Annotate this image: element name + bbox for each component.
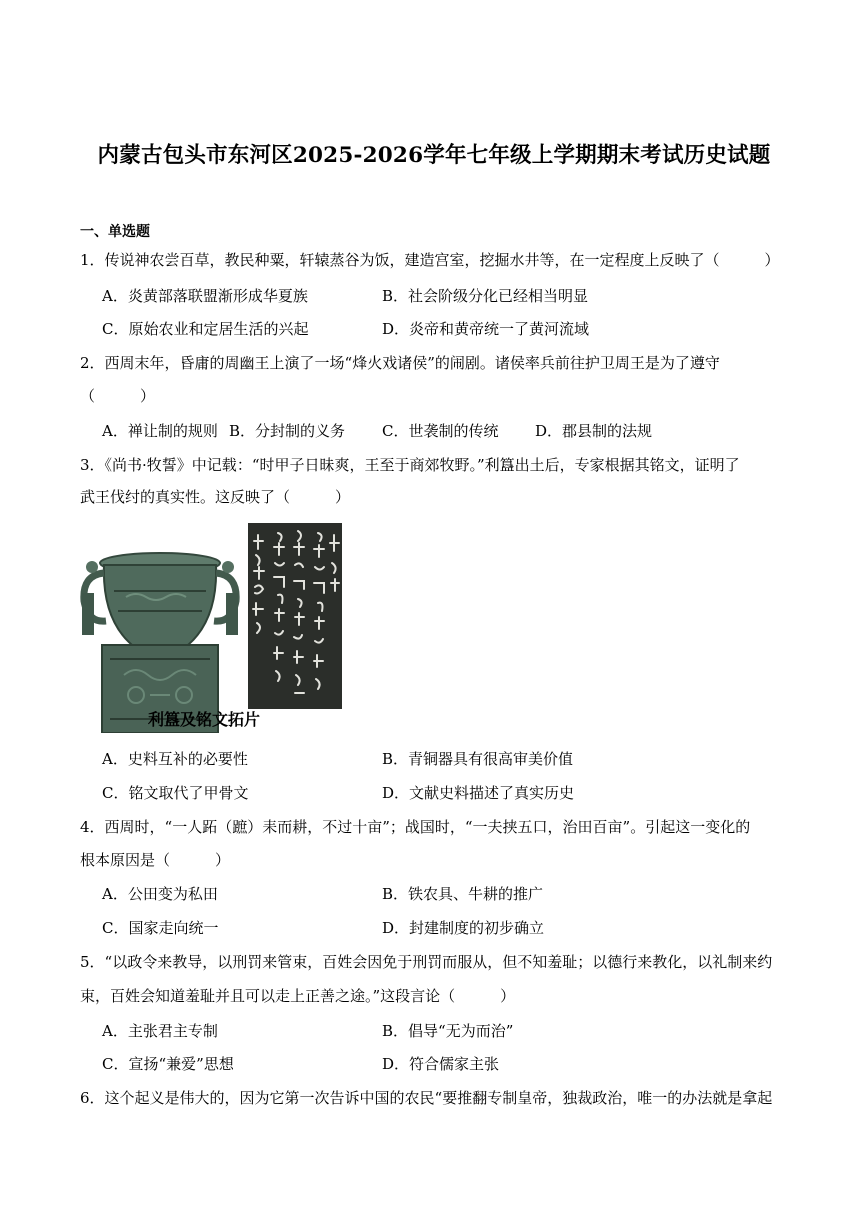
q5-option-d: D．符合儒家主张	[382, 1055, 500, 1073]
q4-option-d: D．封建制度的初步确立	[382, 919, 545, 937]
question-3-text: 3．《尚书·牧誓》中记载：“时甲子日昧爽，王至于商郊牧野。”利簋出土后，专家根据其铭文，证明了	[80, 456, 740, 474]
q1-option-a: A．炎黄部落联盟渐形成华夏族	[102, 287, 308, 305]
question-1-text: 1．传说神农尝百草，教民种粟，轩辕蒸谷为饭，建造宫室，挖掘水井等，在一定程度上反映了（ ）	[80, 251, 780, 269]
question-5-text-cont: 束，百姓会知道羞耻并且可以走上正善之途。”这段言论（ ）	[80, 987, 516, 1005]
question-2-text-cont: （ ）	[80, 387, 156, 405]
section-heading: 一、单选题	[80, 224, 150, 240]
q3-option-c: C．铭文取代了甲骨文	[102, 784, 249, 802]
page-title: 内蒙古包头市东河区2025-2026学年七年级上学期期末考试历史试题	[97, 143, 771, 168]
question-3-text-cont: 武王伐纣的真实性。这反映了（ ）	[80, 488, 351, 506]
question-4-text: 4．西周时，“一人跖（蹠）耒而耕，不过十亩”；战国时，“一夫挟五口，治田百亩”。引起这一变化的	[80, 818, 751, 836]
q1-option-b: B．社会阶级分化已经相当明显	[382, 287, 589, 305]
q2-option-b: B．分封制的义务	[229, 422, 346, 440]
q5-option-b: B．倡导“无为而治”	[382, 1022, 514, 1040]
q2-option-d: D．郡县制的法规	[535, 422, 653, 440]
q4-option-b: B．铁农具、牛耕的推广	[382, 885, 544, 903]
bronze-vessel-image	[80, 549, 240, 733]
question-6-text: 6．这个起义是伟大的，因为它第一次告诉中国的农民“要推翻专制皇帝，独裁政治，唯一的办法就是拿起	[80, 1089, 773, 1107]
q5-option-a: A．主张君主专制	[102, 1022, 218, 1040]
q3-option-d: D．文献史料描述了真实历史	[382, 784, 575, 802]
q1-option-d: D．炎帝和黄帝统一了黄河流域	[382, 320, 590, 338]
q2-option-c: C．世袭制的传统	[382, 422, 499, 440]
q1-option-c: C．原始农业和定居生活的兴起	[102, 320, 309, 338]
figure-caption: 利簋及铭文拓片	[148, 710, 261, 729]
q5-option-c: C．宣扬“兼爱”思想	[102, 1055, 234, 1073]
q4-option-a: A．公田变为私田	[102, 885, 218, 903]
q3-option-a: A．史料互补的必要性	[102, 750, 248, 768]
q3-option-b: B．青铜器具有很高审美价值	[382, 750, 574, 768]
question-5-text: 5．“以政令来教导，以刑罚来管束，百姓会因免于刑罚而服从，但不知羞耻；以德行来教化，以礼制来约	[80, 953, 773, 971]
q2-option-a: A．禅让制的规则	[102, 422, 218, 440]
inscription-rubbing-image	[248, 523, 342, 709]
question-4-text-cont: 根本原因是（ ）	[80, 851, 231, 869]
q4-option-c: C．国家走向统一	[102, 919, 219, 937]
question-2-text: 2．西周末年，昏庸的周幽王上演了一场“烽火戏诸侯”的闹剧。诸侯率兵前往护卫周王是为了遵守	[80, 354, 720, 372]
li-gui-figure	[80, 523, 342, 709]
